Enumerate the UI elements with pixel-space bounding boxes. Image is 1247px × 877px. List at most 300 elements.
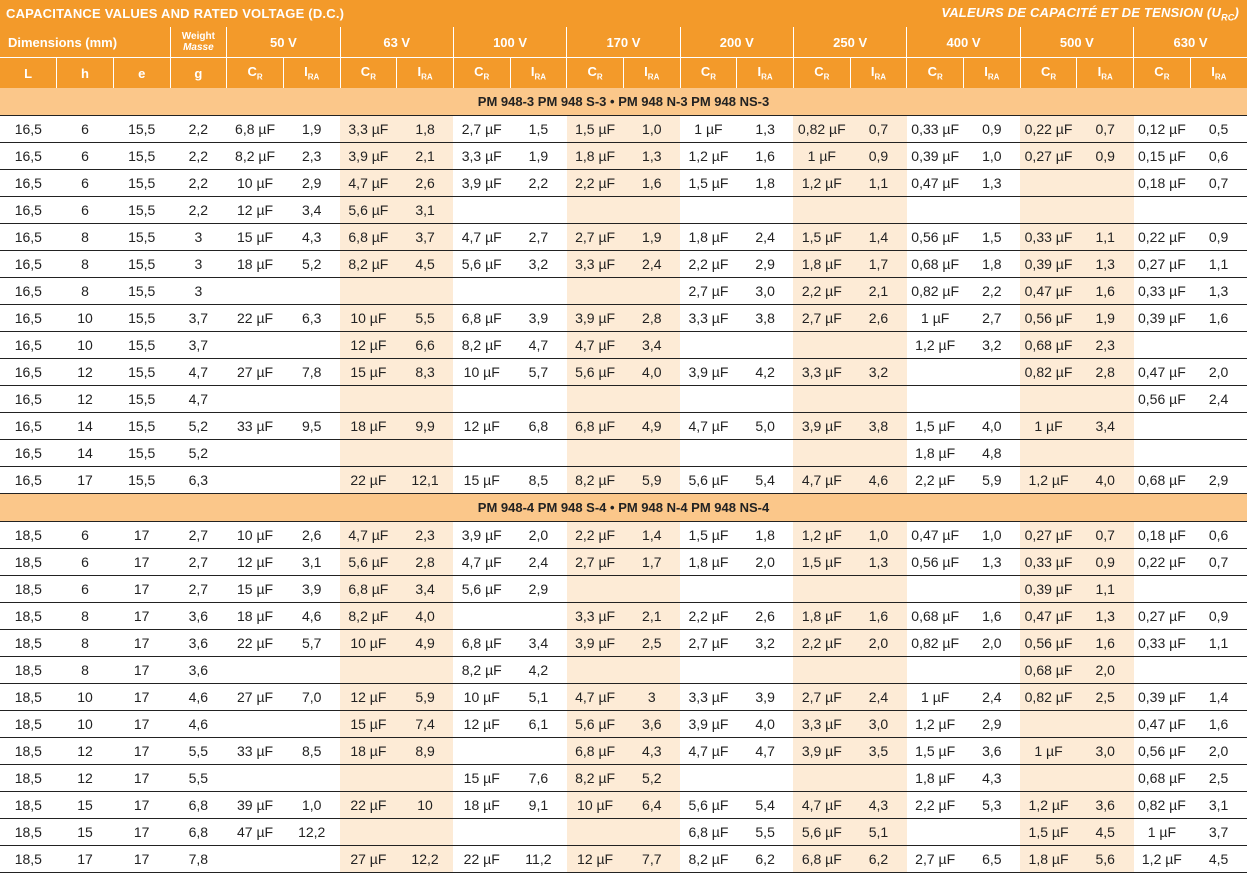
- current-cell: [283, 765, 340, 792]
- current-cell: 2,8: [623, 305, 680, 332]
- capacitance-cell: 0,27 µF: [1020, 522, 1077, 549]
- capacitance-cell: 1,8 µF: [793, 251, 850, 278]
- weight-cell: 3,7: [170, 305, 227, 332]
- capacitance-cell: 8,2 µF: [680, 846, 737, 873]
- capacitance-cell: 18 µF: [453, 792, 510, 819]
- voltage-header: 500 V: [1020, 27, 1133, 58]
- current-cell: 4,5: [1077, 819, 1134, 846]
- current-cell: 2,0: [737, 549, 794, 576]
- current-cell: 1,0: [964, 143, 1021, 170]
- current-cell: 6,2: [850, 846, 907, 873]
- cr-header-sub: R: [710, 72, 717, 82]
- capacitance-cell: 0,39 µF: [1134, 305, 1191, 332]
- ira-header: [1077, 58, 1134, 89]
- capacitance-cell: 0,15 µF: [1134, 143, 1191, 170]
- capacitance-cell: 1,2 µF: [793, 522, 850, 549]
- capacitance-cell: 1,2 µF: [907, 332, 964, 359]
- current-cell: 3,8: [850, 413, 907, 440]
- current-cell: 5,6: [1077, 846, 1134, 873]
- dimension-cell: 8: [57, 657, 114, 684]
- dimension-cell: 16,5: [0, 251, 57, 278]
- dimensions-header: Dimensions (mm): [0, 27, 170, 58]
- capacitance-cell: 27 µF: [227, 359, 284, 386]
- weight-cell: 5,2: [170, 413, 227, 440]
- current-cell: 7,8: [283, 359, 340, 386]
- capacitance-cell: 0,39 µF: [1134, 684, 1191, 711]
- dimension-cell: 16,5: [0, 116, 57, 143]
- current-cell: 1,0: [623, 116, 680, 143]
- current-cell: 2,1: [623, 603, 680, 630]
- capacitance-cell: 15 µF: [227, 576, 284, 603]
- current-cell: [737, 657, 794, 684]
- current-cell: 1,3: [1190, 278, 1247, 305]
- title-french-sub: RC: [1221, 12, 1235, 23]
- capacitance-cell: 6,8 µF: [453, 630, 510, 657]
- capacitance-cell: 1 µF: [793, 143, 850, 170]
- capacitance-cell: [680, 440, 737, 467]
- current-cell: 5,0: [737, 413, 794, 440]
- current-cell: 3,4: [623, 332, 680, 359]
- capacitance-cell: 3,3 µF: [340, 116, 397, 143]
- capacitance-cell: 1,8 µF: [907, 440, 964, 467]
- dimension-cell: 14: [57, 440, 114, 467]
- current-cell: 3,6: [623, 711, 680, 738]
- table-row: [0, 197, 1247, 224]
- current-cell: [1190, 657, 1247, 684]
- dimension-cell: 15,5: [113, 359, 170, 386]
- dimension-cell: 16,5: [0, 467, 57, 494]
- current-cell: [737, 332, 794, 359]
- current-cell: 1,1: [1077, 224, 1134, 251]
- capacitance-cell: 0,56 µF: [1134, 738, 1191, 765]
- weight-cell: 2,2: [170, 197, 227, 224]
- current-cell: 0,9: [964, 116, 1021, 143]
- current-cell: 1,6: [1077, 630, 1134, 657]
- weight-label: Weight: [181, 31, 215, 42]
- current-cell: 7,4: [397, 711, 454, 738]
- table-row: [0, 413, 1247, 440]
- capacitance-cell: [1020, 170, 1077, 197]
- current-cell: 1,8: [737, 170, 794, 197]
- cr-header-label: C: [474, 64, 484, 80]
- current-cell: [964, 359, 1021, 386]
- capacitance-cell: [340, 657, 397, 684]
- dimension-cell: 15,5: [113, 386, 170, 413]
- current-cell: 4,3: [850, 792, 907, 819]
- capacitance-cell: 1,5 µF: [567, 116, 624, 143]
- capacitance-cell: 0,47 µF: [1134, 359, 1191, 386]
- dimension-cell: 8: [57, 603, 114, 630]
- current-cell: 2,1: [850, 278, 907, 305]
- current-cell: 3,8: [737, 305, 794, 332]
- capacitance-cell: 4,7 µF: [793, 792, 850, 819]
- capacitance-cell: 2,7 µF: [680, 278, 737, 305]
- current-cell: 2,6: [850, 305, 907, 332]
- current-cell: 1,4: [850, 224, 907, 251]
- current-cell: 10: [397, 792, 454, 819]
- capacitance-cell: [453, 278, 510, 305]
- current-cell: [1190, 440, 1247, 467]
- dimension-cell: 17: [113, 630, 170, 657]
- current-cell: 4,0: [397, 603, 454, 630]
- dimension-cell: 6: [57, 576, 114, 603]
- current-cell: [850, 657, 907, 684]
- capacitance-cell: 1,8 µF: [680, 549, 737, 576]
- cr-header-sub: R: [823, 72, 830, 82]
- dimension-cell: 10: [57, 711, 114, 738]
- capacitance-cell: [340, 278, 397, 305]
- capacitance-cell: 15 µF: [340, 359, 397, 386]
- ira-header: [623, 58, 680, 89]
- cr-header-sub: R: [370, 72, 376, 82]
- dimension-cell: 17: [113, 603, 170, 630]
- capacitance-cell: [227, 711, 284, 738]
- capacitance-cell: [1134, 440, 1191, 467]
- capacitance-cell: 2,2 µF: [680, 251, 737, 278]
- current-cell: 4,6: [283, 603, 340, 630]
- capacitance-cell: 47 µF: [227, 819, 284, 846]
- current-cell: 2,6: [397, 170, 454, 197]
- voltage-header: 63 V: [340, 27, 453, 58]
- current-cell: 3,6: [964, 738, 1021, 765]
- current-cell: 3,2: [850, 359, 907, 386]
- dimension-cell: 12: [57, 359, 114, 386]
- capacitance-cell: 10 µF: [453, 359, 510, 386]
- current-cell: 3,4: [283, 197, 340, 224]
- capacitance-cell: 22 µF: [227, 305, 284, 332]
- current-cell: [283, 440, 340, 467]
- capacitance-cell: [793, 440, 850, 467]
- current-cell: 3,1: [1190, 792, 1247, 819]
- current-cell: 2,0: [964, 630, 1021, 657]
- capacitance-cell: 33 µF: [227, 738, 284, 765]
- table-row: [0, 305, 1247, 332]
- current-cell: 4,2: [510, 657, 567, 684]
- current-cell: 1,9: [283, 116, 340, 143]
- current-cell: 1,3: [737, 116, 794, 143]
- dimension-cell: 8: [57, 630, 114, 657]
- header-row-voltages: [0, 27, 1247, 58]
- ira-header: [397, 58, 454, 89]
- current-cell: [737, 197, 794, 224]
- current-cell: 8,9: [397, 738, 454, 765]
- current-cell: 3,1: [283, 549, 340, 576]
- current-cell: [964, 576, 1021, 603]
- capacitance-cell: [1134, 657, 1191, 684]
- capacitance-cell: 1,8 µF: [1020, 846, 1077, 873]
- capacitance-cell: 1,2 µF: [907, 711, 964, 738]
- capacitance-cell: 0,68 µF: [1020, 332, 1077, 359]
- ira-header: [510, 58, 567, 89]
- dimension-cell: 16,5: [0, 386, 57, 413]
- capacitance-cell: 1 µF: [1020, 738, 1077, 765]
- capacitance-cell: [227, 846, 284, 873]
- current-cell: 1,7: [850, 251, 907, 278]
- capacitance-cell: 6,8 µF: [340, 576, 397, 603]
- current-cell: 3,7: [397, 224, 454, 251]
- table-body: [0, 88, 1247, 873]
- capacitance-cell: 2,7 µF: [567, 549, 624, 576]
- capacitance-cell: 1,5 µF: [907, 738, 964, 765]
- weight-cell: 5,2: [170, 440, 227, 467]
- voltage-header: 200 V: [680, 27, 793, 58]
- current-cell: 0,5: [1190, 116, 1247, 143]
- current-cell: 0,7: [1077, 116, 1134, 143]
- capacitance-cell: 1,8 µF: [567, 143, 624, 170]
- capacitance-cell: 5,6 µF: [680, 792, 737, 819]
- ira-header-sub: RA: [1101, 72, 1113, 82]
- cr-header-sub: R: [596, 72, 603, 82]
- current-cell: [623, 657, 680, 684]
- capacitance-cell: 22 µF: [453, 846, 510, 873]
- capacitance-cell: 3,9 µF: [793, 738, 850, 765]
- current-cell: [1190, 413, 1247, 440]
- current-cell: [850, 765, 907, 792]
- current-cell: 2,0: [850, 630, 907, 657]
- ira-header-label: I: [644, 64, 648, 80]
- current-cell: [964, 819, 1021, 846]
- weight-cell: 4,7: [170, 386, 227, 413]
- capacitance-table: [0, 27, 1247, 873]
- current-cell: 4,7: [737, 738, 794, 765]
- current-cell: [623, 576, 680, 603]
- current-cell: [1190, 576, 1247, 603]
- current-cell: 2,4: [737, 224, 794, 251]
- ira-header-sub: RA: [987, 72, 1000, 82]
- capacitance-cell: 8,2 µF: [227, 143, 284, 170]
- dimension-cell: 18,5: [0, 630, 57, 657]
- capacitance-cell: [907, 359, 964, 386]
- capacitance-cell: 22 µF: [340, 792, 397, 819]
- capacitance-cell: [567, 440, 624, 467]
- capacitance-cell: 5,6 µF: [793, 819, 850, 846]
- current-cell: 12,1: [397, 467, 454, 494]
- current-cell: 9,1: [510, 792, 567, 819]
- table-row: [0, 467, 1247, 494]
- current-cell: 5,1: [850, 819, 907, 846]
- current-cell: 0,6: [1190, 522, 1247, 549]
- capacitance-cell: 0,39 µF: [1020, 576, 1077, 603]
- dimension-cell: 17: [57, 846, 114, 873]
- current-cell: 3,0: [737, 278, 794, 305]
- current-cell: 1,9: [510, 143, 567, 170]
- capacitance-cell: 6,8 µF: [340, 224, 397, 251]
- capacitance-cell: 1,2 µF: [1134, 846, 1191, 873]
- capacitance-cell: 8,2 µF: [567, 467, 624, 494]
- capacitance-cell: [907, 657, 964, 684]
- capacitance-cell: 6,8 µF: [567, 413, 624, 440]
- current-cell: 2,9: [737, 251, 794, 278]
- dimension-cell: 18,5: [0, 549, 57, 576]
- capacitance-cell: 0,33 µF: [1134, 278, 1191, 305]
- table-row: [0, 657, 1247, 684]
- dimension-cell: 15,5: [113, 278, 170, 305]
- capacitance-cell: [1020, 765, 1077, 792]
- capacitance-cell: 1,5 µF: [907, 413, 964, 440]
- capacitance-cell: [227, 467, 284, 494]
- capacitance-cell: 12 µF: [340, 684, 397, 711]
- table-row: [0, 765, 1247, 792]
- dimension-cell: 15,5: [113, 440, 170, 467]
- ira-header-label: I: [530, 64, 535, 80]
- dimension-cell: 15,5: [113, 467, 170, 494]
- current-cell: [1190, 197, 1247, 224]
- ira-header-sub: RA: [307, 72, 320, 82]
- current-cell: [510, 819, 567, 846]
- capacitance-cell: 39 µF: [227, 792, 284, 819]
- capacitance-cell: 10 µF: [567, 792, 624, 819]
- capacitance-cell: 3,9 µF: [793, 413, 850, 440]
- current-cell: 1,6: [850, 603, 907, 630]
- capacitance-cell: 2,2 µF: [907, 792, 964, 819]
- cr-header-label: C: [814, 64, 824, 80]
- current-cell: [283, 657, 340, 684]
- dimension-cell: 14: [57, 413, 114, 440]
- capacitance-cell: 0,56 µF: [907, 224, 964, 251]
- current-cell: [737, 440, 794, 467]
- current-cell: 0,7: [1077, 522, 1134, 549]
- capacitance-cell: 0,82 µF: [907, 278, 964, 305]
- capacitance-cell: [680, 197, 737, 224]
- capacitance-cell: [453, 440, 510, 467]
- dim-header-l: L: [0, 58, 57, 89]
- table-row: [0, 792, 1247, 819]
- current-cell: 5,4: [737, 792, 794, 819]
- capacitance-cell: 27 µF: [340, 846, 397, 873]
- current-cell: [737, 765, 794, 792]
- current-cell: 1,6: [1077, 278, 1134, 305]
- capacitance-cell: 0,22 µF: [1134, 224, 1191, 251]
- dimension-cell: 12: [57, 738, 114, 765]
- table-row: [0, 549, 1247, 576]
- ira-header-sub: RA: [1214, 72, 1227, 82]
- capacitance-cell: 6,8 µF: [567, 738, 624, 765]
- current-cell: [850, 576, 907, 603]
- current-cell: 4,9: [397, 630, 454, 657]
- current-cell: [283, 386, 340, 413]
- capacitance-cell: 3,9 µF: [680, 711, 737, 738]
- current-cell: 5,9: [397, 684, 454, 711]
- capacitance-cell: 8,2 µF: [453, 657, 510, 684]
- capacitance-cell: 0,56 µF: [1020, 305, 1077, 332]
- capacitance-cell: [1134, 576, 1191, 603]
- current-cell: 2,8: [1077, 359, 1134, 386]
- dim-header-g: g: [170, 58, 227, 89]
- capacitance-cell: 3,3 µF: [567, 603, 624, 630]
- capacitance-cell: 0,68 µF: [907, 603, 964, 630]
- section-row: [0, 88, 1247, 116]
- cr-header: [227, 58, 284, 89]
- capacitance-cell: 0,56 µF: [1134, 386, 1191, 413]
- cr-header-label: C: [587, 64, 597, 80]
- capacitance-cell: 1,8 µF: [680, 224, 737, 251]
- dimension-cell: 18,5: [0, 576, 57, 603]
- weight-cell: 6,3: [170, 467, 227, 494]
- current-cell: [737, 576, 794, 603]
- current-cell: 2,2: [964, 278, 1021, 305]
- capacitance-cell: 6,8 µF: [793, 846, 850, 873]
- table-row: [0, 846, 1247, 873]
- current-cell: 1,3: [850, 549, 907, 576]
- capacitance-cell: [793, 576, 850, 603]
- capacitance-cell: 3,9 µF: [680, 359, 737, 386]
- table-row: [0, 143, 1247, 170]
- current-cell: 1,8: [964, 251, 1021, 278]
- capacitance-cell: 10 µF: [340, 305, 397, 332]
- capacitance-cell: 0,27 µF: [1020, 143, 1077, 170]
- current-cell: 2,0: [510, 522, 567, 549]
- current-cell: 4,5: [1190, 846, 1247, 873]
- current-cell: 2,9: [1190, 467, 1247, 494]
- dimension-cell: 17: [113, 738, 170, 765]
- current-cell: 2,9: [283, 170, 340, 197]
- dimension-cell: 17: [113, 846, 170, 873]
- capacitance-cell: 0,82 µF: [793, 116, 850, 143]
- capacitance-cell: 12 µF: [227, 197, 284, 224]
- table-row: [0, 819, 1247, 846]
- capacitance-cell: 4,7 µF: [453, 549, 510, 576]
- capacitance-cell: 1,8 µF: [907, 765, 964, 792]
- current-cell: [850, 197, 907, 224]
- table-row: [0, 711, 1247, 738]
- capacitance-cell: [793, 332, 850, 359]
- current-cell: [964, 657, 1021, 684]
- capacitance-cell: 10 µF: [227, 170, 284, 197]
- dimension-cell: 15,5: [113, 251, 170, 278]
- current-cell: 1,9: [1077, 305, 1134, 332]
- dimension-cell: 16,5: [0, 413, 57, 440]
- current-cell: 8,5: [283, 738, 340, 765]
- capacitance-cell: [453, 738, 510, 765]
- current-cell: [623, 386, 680, 413]
- capacitance-cell: 0,68 µF: [1020, 657, 1077, 684]
- dimension-cell: 6: [57, 116, 114, 143]
- table-row: [0, 738, 1247, 765]
- current-cell: 2,0: [1077, 657, 1134, 684]
- title-french-text: VALEURS DE CAPACITÉ ET DE TENSION (U: [941, 4, 1222, 20]
- current-cell: 3,0: [850, 711, 907, 738]
- current-cell: [397, 819, 454, 846]
- current-cell: 2,5: [1190, 765, 1247, 792]
- ira-header-label: I: [1211, 64, 1215, 80]
- weight-cell: 3,7: [170, 332, 227, 359]
- capacitance-cell: 0,47 µF: [1020, 278, 1077, 305]
- capacitance-cell: 1,2 µF: [680, 143, 737, 170]
- capacitance-cell: [680, 576, 737, 603]
- dimension-cell: 18,5: [0, 738, 57, 765]
- capacitance-cell: 4,7 µF: [340, 170, 397, 197]
- capacitance-cell: 0,18 µF: [1134, 170, 1191, 197]
- current-cell: 1,1: [850, 170, 907, 197]
- cr-header-sub: R: [1050, 72, 1057, 82]
- current-cell: 9,5: [283, 413, 340, 440]
- current-cell: [964, 197, 1021, 224]
- current-cell: 2,7: [510, 224, 567, 251]
- section-row: [0, 494, 1247, 522]
- dimension-cell: 6: [57, 197, 114, 224]
- current-cell: 2,9: [964, 711, 1021, 738]
- current-cell: 1,0: [964, 522, 1021, 549]
- capacitance-cell: 0,82 µF: [907, 630, 964, 657]
- current-cell: [623, 819, 680, 846]
- capacitance-cell: [1020, 197, 1077, 224]
- capacitance-cell: 0,56 µF: [1020, 630, 1077, 657]
- current-cell: 6,8: [510, 413, 567, 440]
- capacitance-cell: [567, 576, 624, 603]
- current-cell: [510, 738, 567, 765]
- capacitance-cell: 1 µF: [1134, 819, 1191, 846]
- current-cell: [1077, 765, 1134, 792]
